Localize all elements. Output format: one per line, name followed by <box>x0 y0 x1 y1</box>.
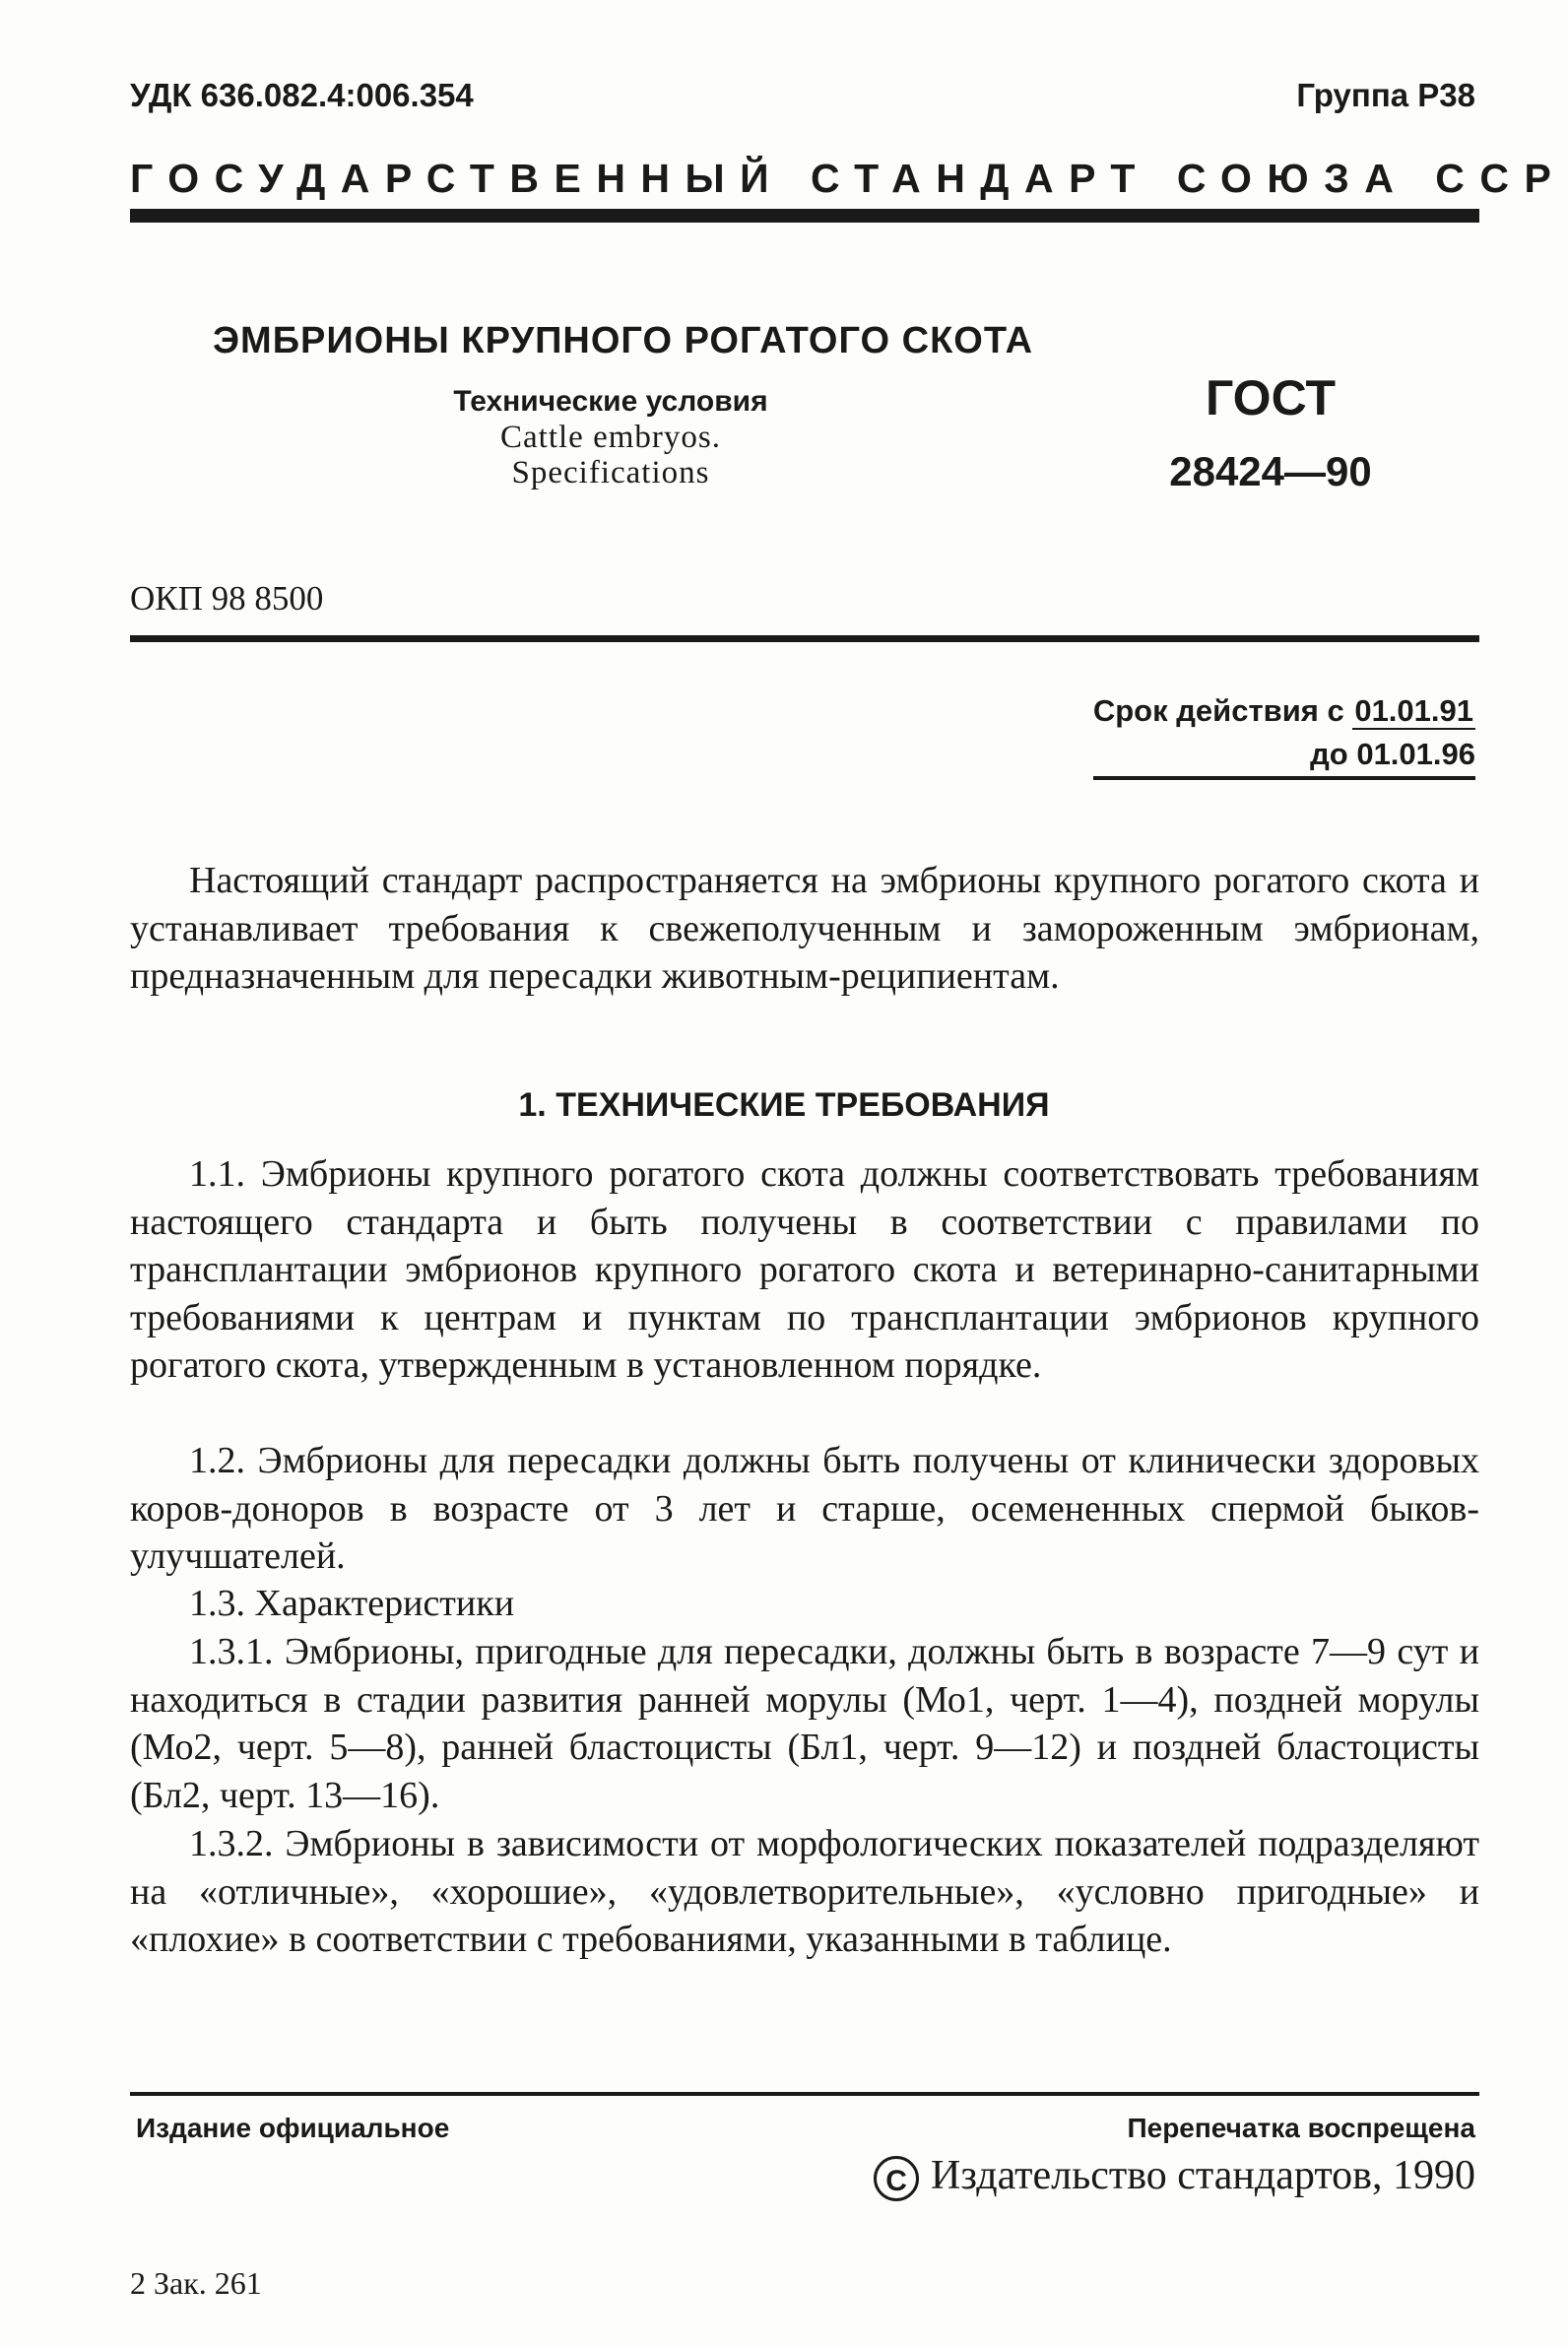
validity-from-line <box>1093 689 1475 733</box>
subtitle-ru: Технические условия <box>453 385 768 418</box>
clause-1-3-2: 1.3.2. Эмбрионы в зависимости от морфологических показателей подразделяют на «отличные», «хорошие», «удовлетворительные», «условно пригодные» и «плохие» в соответствии с требованиями, указанными в таблице. <box>130 1823 1479 1960</box>
clause-1-3-1: 1.3.1. Эмбрионы, пригодные для пересадки, должны быть в возрасте 7—9 сут и находиться в стадии развития ранней морулы (Мо1, черт. 1—4), поздней морулы (Мо2, черт. 5—8), ранней бластоцисты (Бл1, черт. 9—12) и поздней бластоцисты (Бл2, черт. 13—16). <box>130 1631 1479 1816</box>
publisher-name: Издательство стандартов, 1990 <box>931 2153 1475 2198</box>
clause-1-3: 1.3. Характеристики <box>189 1583 515 1624</box>
subtitle-en-1: Cattle embryos. <box>500 420 721 455</box>
footer-rule <box>130 2092 1479 2096</box>
document-title: ЭМБРИОНЫ КРУПНОГО РОГАТОГО СКОТА <box>213 320 1034 361</box>
reprint-note: Перепечатка воспрещена <box>1127 2113 1475 2143</box>
publisher-line <box>874 2152 1475 2201</box>
clause-1-2: 1.2. Эмбрионы для пересадки должны быть получены от клинически здоровых коров-доноров в возрасте от 3 лет и старше, осемененных спермой быков-улучшателей. <box>130 1440 1479 1577</box>
gost-number: 28424—90 <box>1169 448 1372 494</box>
validity-block <box>1093 689 1475 780</box>
okp-code: ОКП 98 8500 <box>130 579 324 618</box>
validity-to-label: до <box>1310 737 1348 771</box>
validity-from-label: Срок действия с <box>1092 693 1344 728</box>
section-heading: 1. ТЕХНИЧЕСКИЕ ТРЕБОВАНИЯ <box>518 1086 1050 1124</box>
validity-to-line <box>1093 733 1475 776</box>
middle-rule <box>130 635 1479 642</box>
validity-from-date: 01.01.91 <box>1354 693 1473 728</box>
subtitle-en-2: Specifications <box>511 455 710 490</box>
order-number: 2 Зак. 261 <box>130 2265 262 2301</box>
intro-paragraph: Настоящий стандарт распространяется на эмбрионы крупного рогатого скота и устанавливает требования к свежеполученным и замороженным эмбрионам, предназначенным для пересадки животным-реципиентам. <box>130 860 1479 997</box>
clause-1-1: 1.1. Эмбрионы крупного рогатого скота должны соответствовать требованиям настоящего стандарта и быть получены в соответствии с правилами по трансплантации эмбрионов крупного рогатого скота и ветеринарно-санитарными требованиями к центрам и пунктам по трансплантации эмбрионов крупного рогатого скота, утвержденным в установленном порядке. <box>130 1153 1479 1386</box>
subtitle-block <box>433 384 788 490</box>
validity-to-date: 01.01.96 <box>1356 737 1475 771</box>
validity-period <box>1093 689 1475 780</box>
udk-code: УДК 636.082.4:006.354 <box>130 77 474 113</box>
copyright-icon: C <box>874 2156 919 2201</box>
header-rule <box>130 209 1479 223</box>
gost-block <box>1143 369 1399 495</box>
edition-note: Издание официальное <box>136 2113 450 2143</box>
group-code: Группа Р38 <box>1296 77 1475 113</box>
state-standard-heading: ГОСУДАРСТВЕННЫЙ СТАНДАРТ СОЮЗА ССР <box>130 156 1567 201</box>
gost-label: ГОСТ <box>1206 370 1336 425</box>
